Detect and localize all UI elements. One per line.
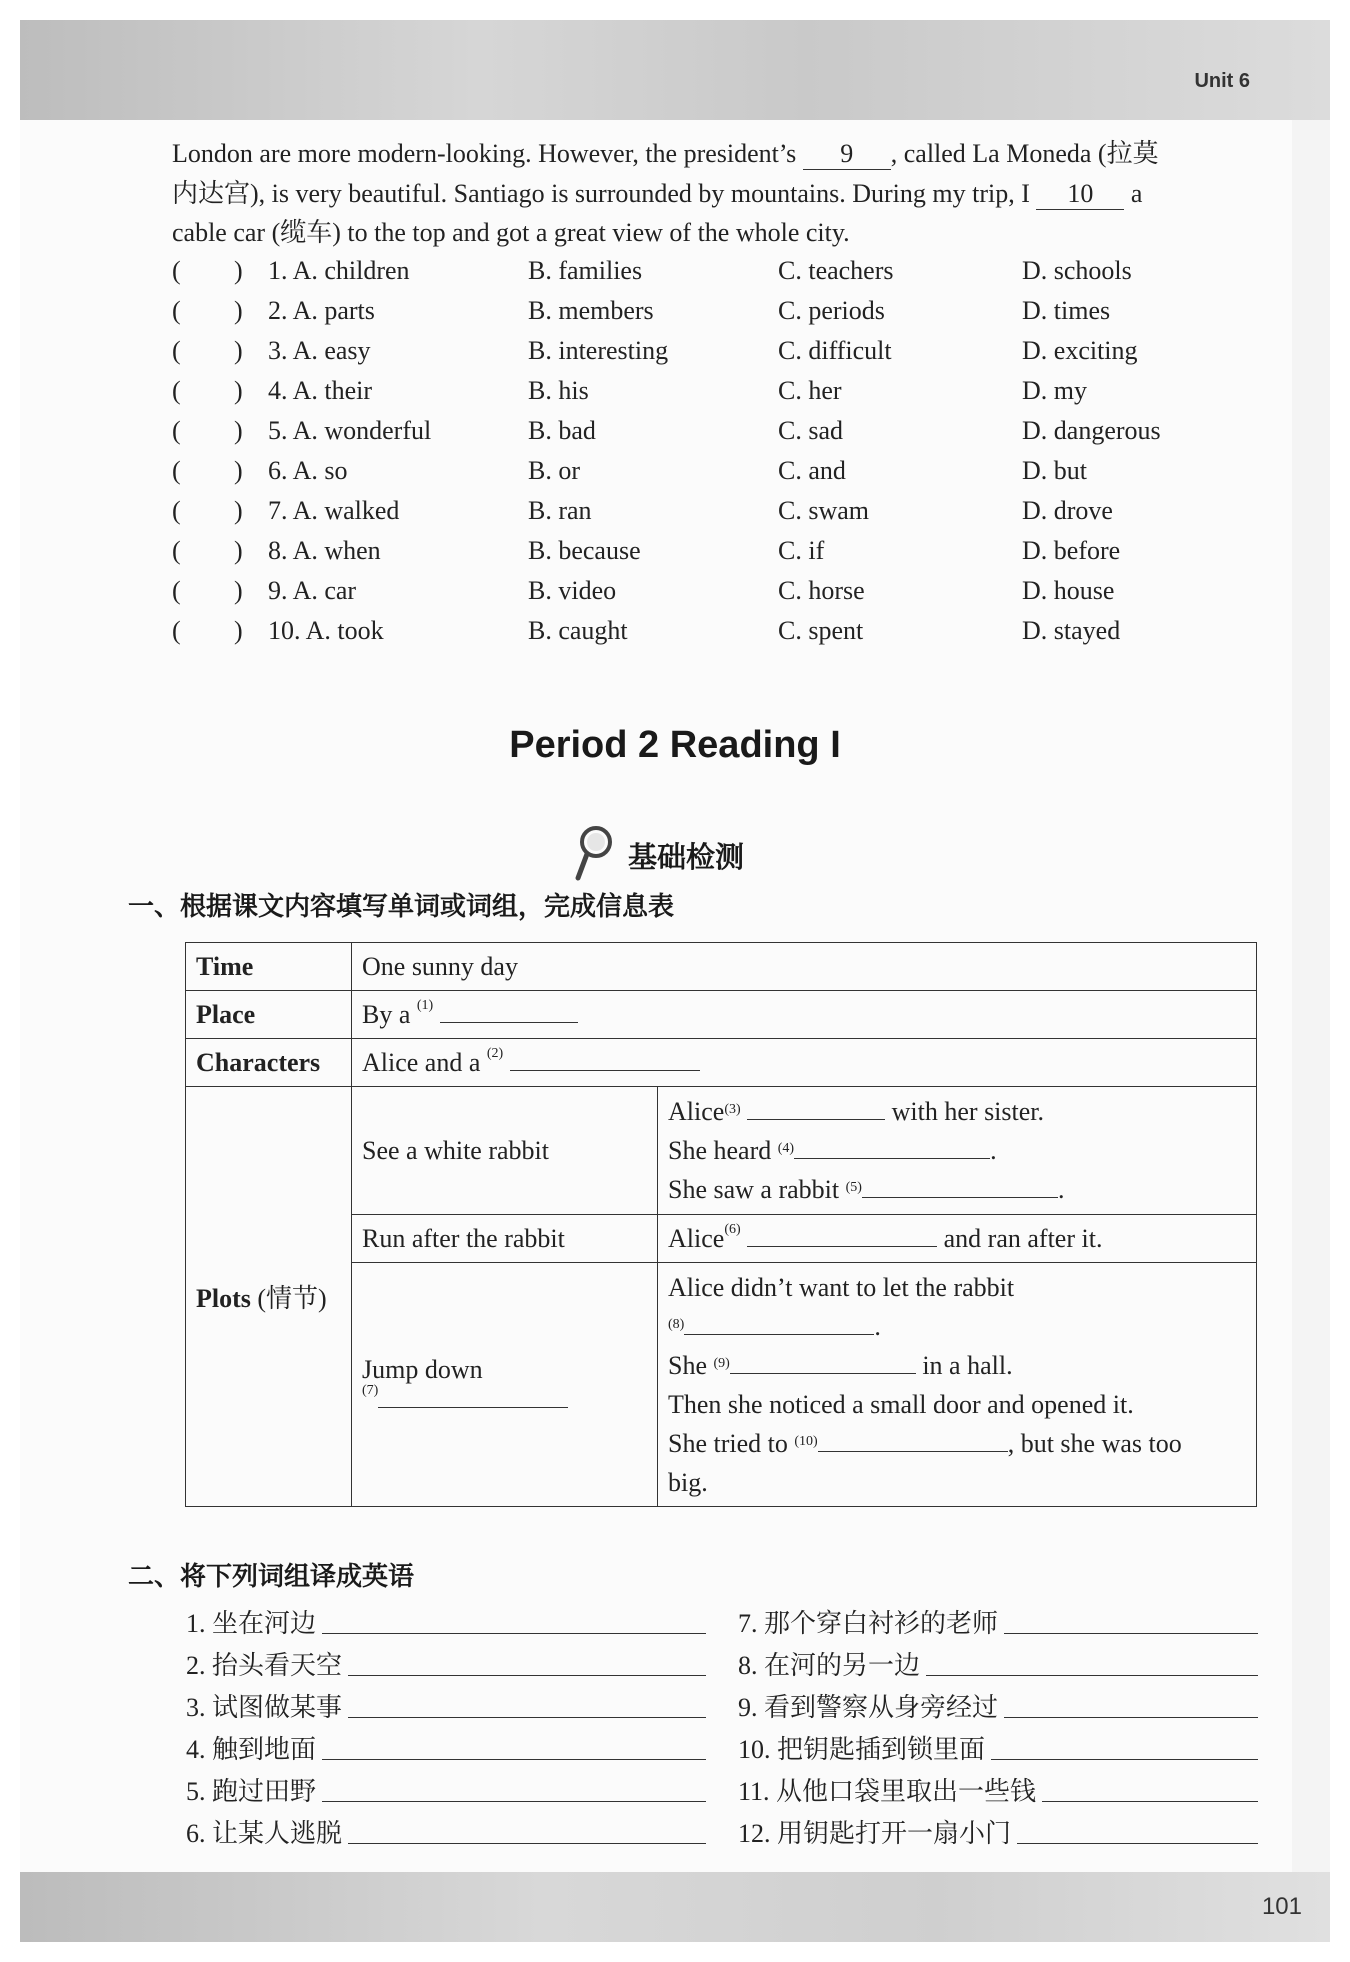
option-b: B. families [528, 256, 643, 285]
option-c: C. her [778, 376, 842, 405]
option-c: C. sad [778, 416, 843, 445]
blank-9[interactable] [730, 1373, 916, 1374]
option-d: D. exciting [1022, 336, 1138, 365]
plot-1-title: See a white rabbit [352, 1087, 658, 1215]
task1-title: 一、根据课文内容填写单词或词组，完成信息表 [128, 892, 675, 922]
option-num: 8. A. when [268, 536, 381, 565]
plot-3-details: Alice didn’t want to let the rabbit $^{(8)}$ . She $^{(9)}$ in a hall. Then she noticed a small door and opened it. She tried to $^{(10)}$ , but she was too big. [658, 1263, 1257, 1507]
translation-item [738, 1600, 1258, 1640]
translation-prompt: 11. 从他口袋里取出一些钱 [738, 1777, 1037, 1806]
translation-item [738, 1684, 1258, 1724]
table-row-time [186, 943, 1257, 991]
option-d: D. my [1022, 376, 1087, 405]
answer-paren-close: ) [234, 336, 243, 365]
blank-6[interactable] [747, 1246, 937, 1247]
translation-prompt: 1. 坐在河边 [186, 1609, 317, 1638]
translation-item [186, 1600, 706, 1640]
answer-paren-close: ) [234, 456, 243, 485]
translation-item [738, 1642, 1258, 1682]
translation-prompt: 3. 试图做某事 [186, 1693, 343, 1722]
option-num: 4. A. their [268, 376, 372, 405]
table-row-characters [186, 1039, 1257, 1087]
blank-5[interactable] [862, 1197, 1058, 1198]
plot-1-details: Alice$^{(3)}$ with her sister. She heard $^{(4)}$ . She saw a rabbit $^{(5)}$ . [658, 1087, 1257, 1215]
option-d: D. but [1022, 456, 1087, 485]
translation-item [186, 1768, 706, 1808]
blank-10[interactable] [818, 1451, 1008, 1452]
answer-paren[interactable]: ( [172, 536, 181, 565]
option-d: D. times [1022, 296, 1111, 325]
page-number: 101 [1261, 1893, 1302, 1920]
question-row [172, 256, 1272, 294]
option-b: B. members [528, 296, 654, 325]
answer-line[interactable] [991, 1759, 1258, 1760]
translation-prompt: 7. 那个穿白衬衫的老师 [738, 1609, 999, 1638]
answer-line[interactable] [1004, 1633, 1258, 1634]
option-c: C. periods [778, 296, 885, 325]
question-row [172, 336, 1272, 374]
option-d: D. schools [1022, 256, 1132, 285]
answer-paren-close: ) [234, 616, 243, 645]
translation-prompt: 8. 在河的另一边 [738, 1651, 921, 1680]
plot-2-title: Run after the rabbit [352, 1215, 658, 1263]
translation-item [738, 1768, 1258, 1808]
passage-line-2: 内达宫), is very beautiful. Santiago is surrounded by mountains. During my trip, I 10 a [172, 178, 1143, 208]
option-d: D. drove [1022, 496, 1113, 525]
option-b: B. his [528, 376, 589, 405]
answer-paren-close: ) [234, 256, 243, 285]
answer-line[interactable] [322, 1633, 706, 1634]
option-num: 9. A. car [268, 576, 357, 605]
answer-paren[interactable]: ( [172, 456, 181, 485]
passage-blank-10[interactable]: 10 [1036, 179, 1124, 210]
answer-line[interactable] [1017, 1843, 1258, 1844]
time-label: Time [186, 943, 352, 991]
translation-prompt: 4. 触到地面 [186, 1735, 317, 1764]
plot-3-title-cell: Jump down $^{(7)}$ [352, 1263, 658, 1507]
translation-item [738, 1810, 1258, 1850]
info-table [185, 942, 1257, 1507]
blank-8[interactable] [684, 1334, 874, 1335]
unit-label: Unit 6 [1194, 70, 1250, 92]
option-c: C. teachers [778, 256, 894, 285]
passage-blank-9[interactable]: 9 [803, 139, 891, 170]
question-row [172, 536, 1272, 574]
option-c: C. and [778, 456, 846, 485]
option-b: B. ran [528, 496, 592, 525]
answer-line[interactable] [1004, 1717, 1258, 1718]
table-row-plot-1 [186, 1087, 1257, 1215]
translation-item [186, 1684, 706, 1724]
passage-line-3: cable car (缆车) to the top and got a great view of the whole city. [172, 218, 850, 247]
translation-prompt: 2. 抬头看天空 [186, 1651, 343, 1680]
answer-paren[interactable]: ( [172, 336, 181, 365]
option-num: 1. A. children [268, 256, 410, 285]
option-c: C. if [778, 536, 825, 565]
answer-paren-close: ) [234, 416, 243, 445]
option-c: C. difficult [778, 336, 892, 365]
answer-paren[interactable]: ( [172, 296, 181, 325]
question-row [172, 296, 1272, 334]
answer-paren-close: ) [234, 296, 243, 325]
option-num: 3. A. easy [268, 336, 371, 365]
characters-blank[interactable] [510, 1070, 700, 1071]
option-b: B. because [528, 536, 641, 565]
option-c: C. swam [778, 496, 869, 525]
blank-4[interactable] [794, 1158, 990, 1159]
period-title: Period 2 Reading I [509, 724, 841, 766]
answer-line[interactable] [322, 1801, 706, 1802]
characters-label: Characters [186, 1039, 352, 1087]
section-label: 基础检测 [628, 840, 745, 874]
option-b: B. caught [528, 616, 628, 645]
question-row [172, 376, 1272, 414]
option-c: C. horse [778, 576, 865, 605]
option-d: D. before [1022, 536, 1121, 565]
option-b: B. video [528, 576, 617, 605]
characters-cell: Alice and a $^{(2)}$ [352, 1039, 1257, 1087]
answer-paren[interactable]: ( [172, 416, 181, 445]
plots-label-cell: Plots (情节) [186, 1087, 352, 1507]
place-cell: By a $^{(1)}$ [352, 991, 1257, 1039]
passage [172, 134, 1236, 253]
answer-line[interactable] [348, 1843, 706, 1844]
question-row [172, 416, 1272, 454]
translation-prompt: 12. 用钥匙打开一扇小门 [738, 1819, 1012, 1848]
option-b: B. interesting [528, 336, 669, 365]
place-blank[interactable] [440, 1022, 578, 1023]
question-row [172, 616, 1272, 654]
blank-7[interactable] [378, 1407, 568, 1408]
answer-paren[interactable]: ( [172, 376, 181, 405]
option-b: B. bad [528, 416, 596, 445]
answer-line[interactable] [348, 1675, 706, 1676]
magnifier-icon [572, 824, 614, 887]
translation-item [186, 1810, 706, 1850]
answer-paren-close: ) [234, 536, 243, 565]
question-row [172, 456, 1272, 494]
translation-item [186, 1642, 706, 1682]
place-label: Place [186, 991, 352, 1039]
time-value: One sunny day [352, 943, 1257, 991]
translation-item [738, 1726, 1258, 1766]
translation-prompt: 9. 看到警察从身旁经过 [738, 1693, 999, 1722]
option-c: C. spent [778, 616, 864, 645]
answer-line[interactable] [1042, 1801, 1258, 1802]
question-row [172, 496, 1272, 534]
answer-paren[interactable]: ( [172, 256, 181, 285]
question-row [172, 576, 1272, 614]
option-b: B. or [528, 456, 580, 485]
plot-2-details: Alice$^{(6)}$ and ran after it. [658, 1215, 1257, 1263]
header-band [20, 20, 1330, 120]
footer-band [20, 1872, 1330, 1942]
option-num: 2. A. parts [268, 296, 375, 325]
answer-paren[interactable]: ( [172, 616, 181, 645]
answer-line[interactable] [322, 1759, 706, 1760]
option-num: 5. A. wonderful [268, 416, 432, 445]
table-row-place [186, 991, 1257, 1039]
passage-line-1: London are more modern-looking. However, the president’s 9 , called La Moneda (拉莫 [172, 139, 1159, 168]
option-d: D. stayed [1022, 616, 1121, 645]
translation-prompt: 10. 把钥匙插到锁里面 [738, 1735, 986, 1764]
answer-paren-close: ) [234, 376, 243, 405]
translation-item [186, 1726, 706, 1766]
answer-paren-close: ) [234, 576, 243, 605]
answer-paren[interactable]: ( [172, 576, 181, 605]
answer-paren-close: ) [234, 496, 243, 525]
translation-prompt: 5. 跑过田野 [186, 1777, 317, 1806]
option-d: D. dangerous [1022, 416, 1161, 445]
answer-paren[interactable]: ( [172, 496, 181, 525]
answer-line[interactable] [348, 1717, 706, 1718]
option-num: 6. A. so [268, 456, 348, 485]
option-num: 10. A. took [268, 616, 384, 645]
option-d: D. house [1022, 576, 1115, 605]
task2-title: 二、将下列词组译成英语 [128, 1562, 415, 1592]
option-num: 7. A. walked [268, 496, 400, 525]
translation-prompt: 6. 让某人逃脱 [186, 1819, 343, 1848]
section-heading [572, 824, 744, 887]
answer-line[interactable] [926, 1675, 1258, 1676]
blank-3[interactable] [747, 1119, 885, 1120]
